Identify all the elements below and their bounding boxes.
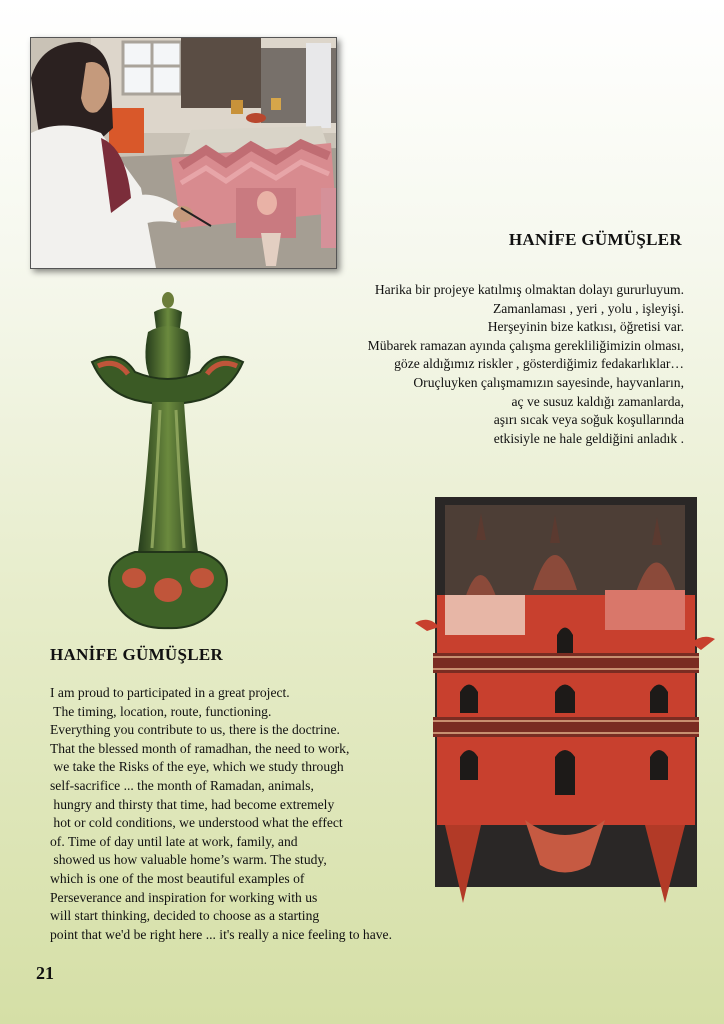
text-line: göze aldığımız riskler , gösterdiğimiz fedakarlıklar… <box>394 356 684 372</box>
text-line: will start thinking, decided to choose as a starting <box>50 908 320 924</box>
text-line: hot or cold conditions, we understood what the effect <box>50 815 343 831</box>
text-line: which is one of the most beautiful examples of <box>50 870 305 886</box>
text-line: etkisiyle ne hale geldiğini anladık . <box>493 430 684 446</box>
text-line: The timing, location, route, functioning. <box>50 703 272 719</box>
ceramic-lamp-image <box>90 290 245 635</box>
turkish-paragraph <box>304 281 684 448</box>
text-line: Perseverance and inspiration for working with us <box>50 889 318 905</box>
workshop-photo <box>30 37 337 269</box>
text-line: hungry and thirsty that time, had become extremely <box>50 796 335 812</box>
text-line: aşırı sıcak veya soğuk koşullarında <box>493 412 684 428</box>
page-number: 21 <box>36 963 54 983</box>
text-line: of. Time of day until late at work, family, and <box>50 833 298 849</box>
english-paragraph <box>50 684 430 944</box>
text-line: we take the Risks of the eye, which we study through <box>50 759 344 775</box>
text-line: point that we'd be right here ... it's really a nice feeling to have. <box>50 926 392 942</box>
text-line: Herşeyinin bize katkısı, öğretisi var. <box>487 319 684 335</box>
text-line: aç ve susuz kaldığı zamanlarda, <box>511 393 684 409</box>
text-line: self-sacrifice ... the month of Ramadan, animals, <box>50 777 314 793</box>
text-line: Oruçluyken çalışmamızın sayesinde, hayvanların, <box>413 374 684 390</box>
text-line: showed us how valuable home’s warm. The study, <box>50 852 327 868</box>
text-line: Everything you contribute to us, there is the doctrine. <box>50 722 340 738</box>
text-line: That the blessed month of ramadhan, the need to work, <box>50 740 350 756</box>
text-line: Harika bir projeye katılmış olmaktan dolayı gururluyum. <box>374 282 684 297</box>
english-title: HANİFE GÜMÜŞLER <box>50 645 224 664</box>
turkish-title: HANİFE GÜMÜŞLER <box>508 230 682 249</box>
text-line: I am proud to participated in a great project. <box>50 685 290 700</box>
ceramic-mosque-relief-image <box>405 495 723 910</box>
text-line: Zamanlaması , yeri , yolu , işleyişi. <box>492 300 684 316</box>
text-line: Mübarek ramazan ayında çalışma gerekliliğimizin olması, <box>367 337 684 353</box>
